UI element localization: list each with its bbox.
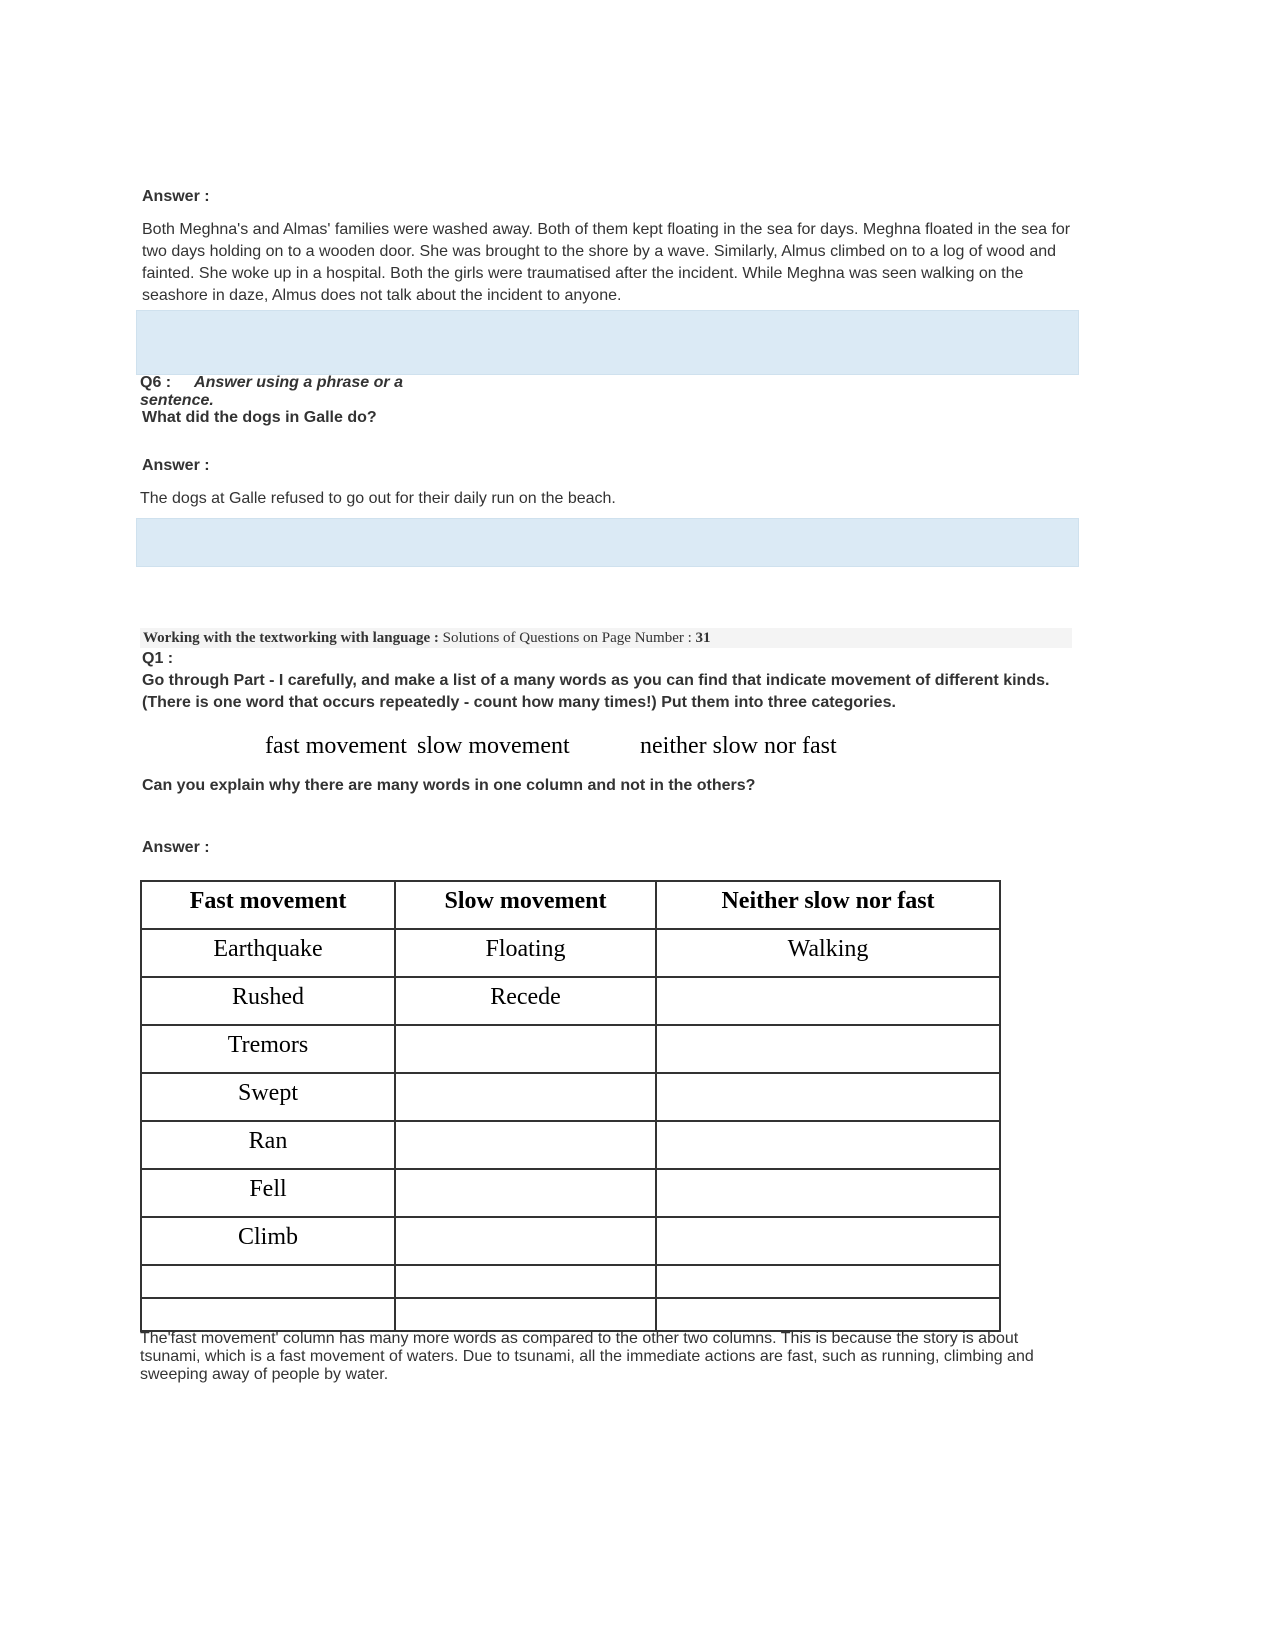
table-cell [656,1169,1000,1217]
movement-table [140,880,1001,1332]
table-cell: Earthquake [141,929,395,977]
question-line: Go through Part - I carefully, and make a list of a many words as you can find that indicate movement of different kinds. [142,672,1050,689]
question-instruction: Answer using a phrase or a [194,374,403,391]
table-cell [395,1025,656,1073]
table-row [141,1265,1000,1298]
answer-text: The dogs at Galle refused to go out for their daily run on the beach. [140,490,616,507]
table-cell [395,1217,656,1265]
table-row [141,977,1000,1025]
table-row [141,1217,1000,1265]
question-instruction-cont: sentence. [140,392,214,409]
question-line: (There is one word that occurs repeatedly - count how many times!) Put them into three categories. [142,694,896,711]
table-row [141,1073,1000,1121]
table-cell [656,1298,1000,1331]
table-cell: Ran [141,1121,395,1169]
answer-text: Both Meghna's and Almas' families were washed away. Both of them kept floating in the sea for days. Meghna floated in the sea for two days holding on to a wooden door. She was brought to the shore by a wave. Similarly, Almus climbed on to a log of wood and fainted. She woke up in a hospital. Both the girls were traumatised after the incident. While Meghna was seen walking on the seashore in daze, Almus does not talk about the incident to anyone. [142,221,1071,304]
table-header-row [141,881,1000,929]
table-cell [656,977,1000,1025]
followup-question: Can you explain why there are many words in one column and not in the others? [142,777,756,794]
table-cell [656,1217,1000,1265]
answer-label: Answer : [142,457,210,474]
table-cell [141,1298,395,1331]
table-cell [656,1025,1000,1073]
table-cell [395,1121,656,1169]
table-row [141,1025,1000,1073]
column-header: Slow movement [395,881,656,929]
question-number: Q1 : [142,650,174,667]
separator-band [136,518,1079,567]
category-fast: fast movement [265,733,407,759]
table-cell [656,1073,1000,1121]
table-cell [141,1265,395,1298]
table-cell [395,1298,656,1331]
explanation-text: The'fast movement' column has many more words as compared to the other two columns. This is because the story is about tsunami, which is a fast movement of waters. Due to tsunami, all the immediate actions are fast, such as running, climbing and sweeping away of people by water. [140,1330,1034,1383]
section-header [140,628,1072,648]
table-row [141,1298,1000,1331]
table-cell: Walking [656,929,1000,977]
table-row [141,1121,1000,1169]
table-cell: Fell [141,1169,395,1217]
table-cell: Rushed [141,977,395,1025]
category-slow: slow movement [417,733,570,759]
table-cell [656,1265,1000,1298]
question-number: Q6 : [140,374,172,391]
table-cell: Swept [141,1073,395,1121]
table-row [141,929,1000,977]
separator-band [136,310,1079,375]
table-cell: Floating [395,929,656,977]
category-neither: neither slow nor fast [640,733,837,759]
table-cell: Climb [141,1217,395,1265]
table-cell: Recede [395,977,656,1025]
page-number: 31 [695,630,711,646]
answer-label: Answer : [142,188,210,205]
section-title: Working with the textworking with language : [143,630,439,646]
section-subtitle: Solutions of Questions on Page Number : [442,630,692,646]
question-text [142,670,1142,714]
question-text: What did the dogs in Galle do? [142,409,377,426]
table-cell [395,1265,656,1298]
column-header: Neither slow nor fast [656,881,1000,929]
table-cell: Tremors [141,1025,395,1073]
table-row [141,1169,1000,1217]
answer-label: Answer : [142,839,210,856]
table-cell [395,1169,656,1217]
table-cell [395,1073,656,1121]
column-header: Fast movement [141,881,395,929]
table-cell [656,1121,1000,1169]
question-header [140,374,460,410]
